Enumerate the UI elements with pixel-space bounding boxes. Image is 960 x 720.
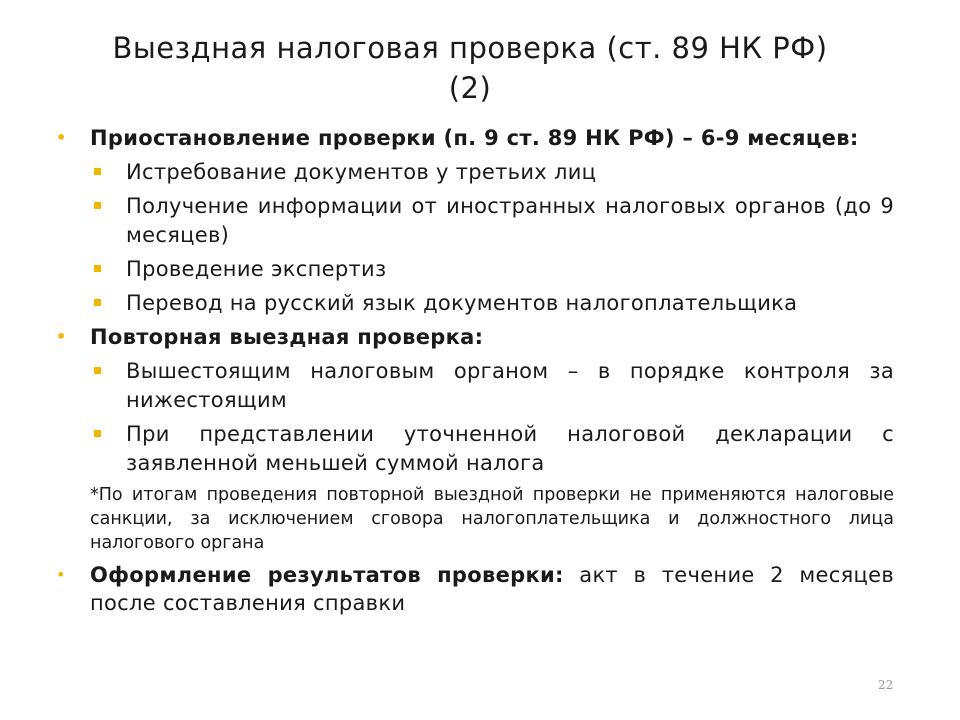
list-item [52,420,894,478]
bullet-square-icon [94,299,101,306]
bullet-square-icon [94,265,101,272]
bullet-square-icon [94,367,101,374]
results-text: акт в течение 2 месяцев после составления справки [90,563,894,615]
list-item-text: Проведение экспертиз [126,257,387,281]
section-repeat-heading [52,323,894,351]
results-heading-text: Оформление результатов проверки: [90,563,564,587]
repeat-heading-text: Повторная выездная проверка: [90,325,484,349]
title-line-2: (2) [448,71,492,105]
bullet-square-icon [94,168,101,175]
bullet-dot-icon: • [56,128,67,147]
list-item-text: Получение информации от иностранных налоговых органов (до 9 месяцев) [126,194,894,247]
list-item-text: Истребование документов у третьих лиц [126,160,597,184]
list-item [52,158,894,187]
section-suspension-heading [52,124,894,152]
slide-title [60,28,880,108]
bullet-dot-icon: • [56,565,66,584]
bullet-square-icon [94,430,101,437]
list-item [52,192,894,250]
bullet-dot-icon: • [56,327,67,346]
bullet-square-icon [94,202,101,209]
slide-content [52,124,894,623]
suspension-heading-text: Приостановление проверки (п. 9 ст. 89 НК РФ) – 6-9 месяцев: [90,126,859,150]
page-number: 22 [878,678,894,692]
list-item-text: При представлении уточненной налоговой декларации с заявленной меньшей суммой налога [126,422,894,475]
section-results [52,561,894,617]
list-item [52,357,894,415]
list-item-text: Вышестоящим налоговым органом – в порядке контроля за нижестоящим [126,359,894,412]
repeat-note: *По итогам проведения повторной выездной проверки не применяются налоговые санкции, за исключением сговора налогоплательщика и должностного лица налогового органа [90,485,894,553]
title-line-1: Выездная налоговая проверка (ст. 89 НК РФ) [112,31,828,65]
list-item [52,255,894,284]
list-item-text: Перевод на русский язык документов налогоплательщика [126,291,798,315]
list-item [52,289,894,318]
